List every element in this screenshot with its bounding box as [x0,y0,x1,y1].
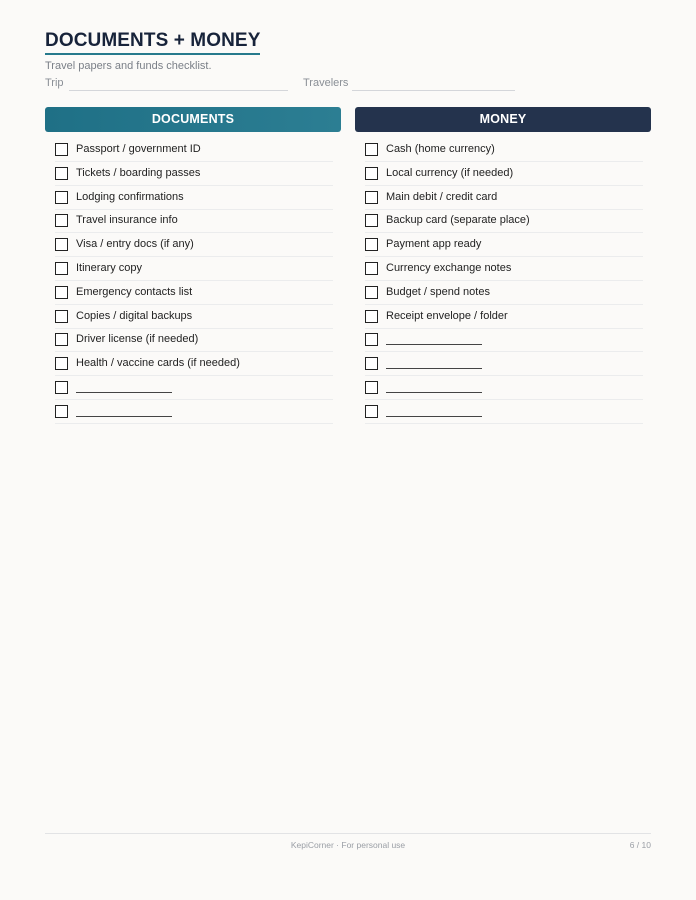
money-header: MONEY [355,107,651,132]
blank-write-in-line[interactable] [386,344,482,345]
checkbox[interactable] [55,357,68,370]
checklist-item-label: Local currency (if needed) [386,166,514,179]
documents-item [55,234,333,257]
money-item [365,139,643,162]
money-item [365,282,643,305]
checkbox[interactable] [55,286,68,299]
header-fields [45,76,651,92]
page [45,30,651,370]
checkbox[interactable] [55,333,68,346]
money-item [365,163,643,186]
checkbox[interactable] [55,381,68,394]
checkbox[interactable] [55,238,68,251]
money-item [365,306,643,329]
checklist-item-label: Main debit / credit card [386,190,498,203]
checklist-item-label: Tickets / boarding passes [76,166,201,179]
checkbox[interactable] [55,167,68,180]
checklist-item-label: Lodging confirmations [76,190,184,203]
money-item [365,210,643,233]
checkbox[interactable] [365,333,378,346]
checklist-item-label: Driver license (if needed) [76,333,199,346]
travelers-field[interactable] [352,90,515,91]
money-item [365,258,643,281]
checklist-item-label: Currency exchange notes [386,261,512,274]
checkbox[interactable] [55,143,68,156]
documents-item [55,163,333,186]
blank-write-in-line[interactable] [76,416,172,417]
checkbox[interactable] [365,357,378,370]
checklist-item-label: Emergency contacts list [76,285,193,298]
checkbox[interactable] [365,191,378,204]
documents-column [45,107,341,425]
page-footer [45,833,651,854]
checkbox[interactable] [55,262,68,275]
blank-write-in-line[interactable] [76,392,172,393]
page-title: DOCUMENTS + MONEY [45,30,260,55]
travelers-label: Travelers [303,77,349,89]
documents-header: DOCUMENTS [45,107,341,132]
money-blank-item [365,377,643,400]
checklist-item-label: Itinerary copy [76,261,143,274]
money-blank-item [365,401,643,424]
money-blank-item [365,353,643,376]
trip-label: Trip [45,77,64,89]
checkbox[interactable] [365,405,378,418]
checklist-item-label: Backup card (separate place) [386,214,530,227]
checklist-item-label: Visa / entry docs (if any) [76,238,194,251]
documents-item [55,329,333,352]
checkbox[interactable] [365,214,378,227]
checkbox[interactable] [55,310,68,323]
documents-item [55,210,333,233]
checkbox[interactable] [365,381,378,394]
money-column [355,107,651,425]
money-blank-item [365,329,643,352]
checklist-item-label: Budget / spend notes [386,285,490,298]
checkbox[interactable] [365,262,378,275]
documents-blank-item [55,377,333,400]
checklist-item-label: Payment app ready [386,238,482,251]
documents-blank-item [55,401,333,424]
checkbox[interactable] [365,286,378,299]
blank-write-in-line[interactable] [386,392,482,393]
trip-field[interactable] [69,90,288,91]
checklist-item-label: Passport / government ID [76,143,201,155]
checkbox[interactable] [365,310,378,323]
blank-write-in-line[interactable] [386,368,482,369]
checkbox[interactable] [55,214,68,227]
money-item [365,234,643,257]
checklist-item-label: Health / vaccine cards (if needed) [76,357,240,370]
documents-list [45,139,341,424]
checkbox[interactable] [365,167,378,180]
checklist-item-label: Travel insurance info [76,214,178,227]
checklist-item-label: Receipt envelope / folder [386,309,508,322]
page-subtitle: Travel papers and funds checklist. [45,60,212,72]
page-number: 6 / 10 [629,840,651,850]
money-item [365,187,643,210]
checkbox[interactable] [55,191,68,204]
checkbox[interactable] [365,238,378,251]
documents-item [55,139,333,162]
documents-item [55,258,333,281]
checklist-item-label: Cash (home currency) [386,143,495,155]
documents-item [55,306,333,329]
documents-item [55,187,333,210]
blank-write-in-line[interactable] [386,416,482,417]
checklist-item-label: Copies / digital backups [76,309,193,322]
checkbox[interactable] [55,405,68,418]
documents-item [55,282,333,305]
checkbox[interactable] [365,143,378,156]
documents-item [55,353,333,376]
money-list [355,139,651,424]
footer-credit: KepiCorner · For personal use [290,840,406,850]
